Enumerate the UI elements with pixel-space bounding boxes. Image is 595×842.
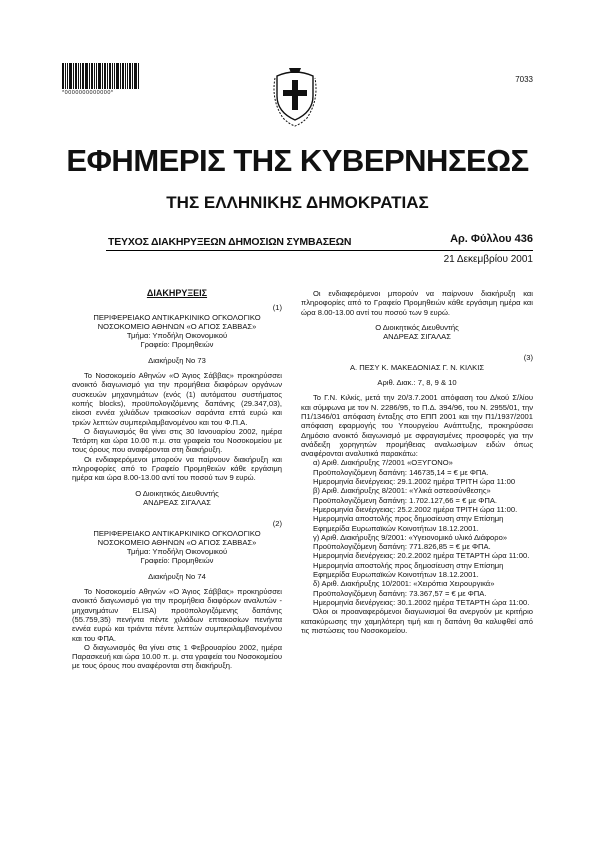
notice-paragraph: Ο διαγωνισμός θα γίνει στις 1 Φεβρουαρίου 2002, ημέρα Παρασκευή και ώρα 10.00 π. μ. στα γραφεία του Νοσοκομείου με τους όρους που αναφέρονται στη διακήρυξη.	[72, 642, 282, 671]
notice-number: (3)	[523, 353, 533, 363]
notice-number: (2)	[272, 519, 282, 529]
left-column	[72, 289, 282, 671]
barcode-text: *0000000000000*	[62, 90, 114, 96]
page-number: 7033	[515, 75, 533, 84]
notice-department: Τμήμα: Υποδήλη Οικονομικού	[126, 331, 228, 341]
gazette-subtitle: ΤΗΣ ΕΛΛΗΝΙΚΗΣ ΔΗΜΟΚΡΑΤΙΑΣ	[166, 193, 429, 212]
gazette-title: ΕΦΗΜΕΡΙΣ ΤΗΣ ΚΥΒΕΡΝΗΣΕΩΣ	[66, 143, 529, 178]
notice-paragraph: Το Νοσοκομείο Αθηνών «Ο Άγιος Σάββας» προκηρύσσει ανοικτό διαγωνισμό για την προμήθεια διαφόρων αναλυτών - μηχανημάτων ELISA) προϋπολογιζόμενης δαπάνης (55.759,35) πενήντα πέντε χιλιάδων επτακοσίων πενήντα εννέα ευρώ και τριάντα πέντε λεπτών συμπεριλαμβανομένου και του ΦΠΑ.	[72, 587, 282, 643]
notice-issuer: ΠΕΡΙΦΕΡΕΙΑΚΟ ΑΝΤΙΚΑΡΚΙΝΙΚΟ ΟΓΚΟΛΟΓΙΚΟ	[93, 312, 261, 322]
signature-title: Ο Διοικητικός Διευθυντής	[135, 488, 219, 498]
tender-item-budget: Προϋπολογιζόμενη δαπάνη: 1.702.127,66 = € με ΦΠΑ.	[313, 495, 498, 505]
barcode-bars	[62, 63, 162, 89]
notice-paragraph: Οι ενδιαφερόμενοι μπορούν να παίρνουν διακήρυξη και πληροφορίες από το Γραφείο Προμηθειών κάθε εργάσιμη ημέρα και ώρα 8.00-13.00 αντί του ποσού των 9 ευρώ.	[301, 289, 533, 317]
tender-item-title: δ) Αριθ. Διακήρυξης 10/2001: «Χειρόπια Χειρουργικά»	[313, 579, 495, 589]
notice-department: Τμήμα: Υποδήλη Οικονομικού	[126, 547, 228, 557]
notice-paragraph: Το Γ.Ν. Κιλκίς, μετά την 20/3.7.2001 απόφαση του Δ/κού Σ/λίου και σύμφωνα με τον Ν. 2286/95, το Π.Δ. 394/96, του Ν. 2955/01, την Π1/1346/01 απόφαση ένταξης στο ΕΠΠ 2001 και την Π1/1937/2001 απόφαση εφαρμογής του Υπουργείου Ανάπτυξης, προκηρύσσει Δημόσιο ανοικτό διαγωνισμό με σφραγισμένες προσφορές για την ανάδειξη χορηγητών προμήθειας αναλωσίμων ειδών όπως αναφέρονται αναλυτικά παρακάτω:	[301, 393, 533, 459]
barcode	[62, 63, 162, 97]
notice-issuer: ΝΟΣΟΚΟΜΕΙΟ ΑΘΗΝΩΝ «Ο ΑΓΙΟΣ ΣΑΒΒΑΣ»	[97, 537, 257, 547]
notice-number: (1)	[272, 303, 282, 313]
tender-item-publication: Ημερομηνία αποστολής προς δημοσίευση στην Επίσημη Εφημερίδα Ευρωπαϊκών Κοινοτήτων 18.12.2001.	[313, 560, 504, 580]
tender-item-date: Ημερομηνία διενέργειας: 29.1.2002 ημέρα ΤΡΙΤΗ ώρα 11:00	[313, 477, 516, 487]
signature-name: ΑΝΔΡΕΑΣ ΣΙΓΑΛΑΣ	[383, 332, 451, 342]
notice-paragraph: Ο διαγωνισμός θα γίνει στις 30 Ιανουαρίου 2002, ημέρα Τετάρτη και ώρα 10.00 π.μ. στα γραφεία του Νοσοκομείου με τους όρους που αναφέρονται στη διακήρυξη.	[72, 426, 282, 455]
tender-item-publication: Ημερομηνία αποστολής προς δημοσίευση στην Επίσημη Εφημερίδα Ευρωπαϊκών Κοινοτήτων 18.12.2001.	[313, 514, 504, 533]
notice-issuer: ΠΕΡΙΦΕΡΕΙΑΚΟ ΑΝΤΙΚΑΡΚΙΝΙΚΟ ΟΓΚΟΛΟΓΙΚΟ	[93, 528, 261, 538]
tender-item-title: γ) Αριθ. Διακήρυξης 9/2001: «Υγειονομικό υλικό Διάφορο»	[313, 532, 508, 542]
issue-type: ΤΕΥΧΟΣ ΔΙΑΚΗΡΥΞΕΩΝ ΔΗΜΟΣΙΩΝ ΣΥΜΒΑΣΕΩΝ	[108, 236, 352, 248]
notice-reference: Διακήρυξη Νο 73	[148, 355, 206, 365]
greek-coat-of-arms-icon	[271, 66, 319, 128]
tender-item-date: Ημερομηνία διενέργειας: 25.2.2002 ημέρα ΤΡΙΤΗ ώρα 11:00.	[313, 504, 518, 514]
tender-item-title: α) Αριθ. Διακήρυξης 7/2001 «ΟΞΥΓΟΝΟ»	[313, 458, 453, 468]
tender-item-budget: Προϋπολογιζόμενη δαπάνη: 771.826,85 = € με ΦΠΑ.	[313, 542, 491, 552]
section-heading: ΔΙΑΚΗΡΥΞΕΙΣ	[146, 288, 208, 298]
tender-item-date: Ημερομηνία διενέργειας: 20.2.2002 ημέρα ΤΕΤΑΡΤΗ ώρα 11:00.	[313, 551, 530, 561]
signature-title: Ο Διοικητικός Διευθυντής	[375, 322, 459, 332]
notice-issuer: ΝΟΣΟΚΟΜΕΙΟ ΑΘΗΝΩΝ «Ο ΑΓΙΟΣ ΣΑΒΒΑΣ»	[97, 321, 257, 331]
tender-item-budget: Προϋπολογιζόμενη δαπάνη: 73.367,57 = € με ΦΠΑ.	[313, 588, 487, 598]
notice-paragraph: Το Νοσοκομείο Αθηνών «Ο Άγιος Σάββας» προκηρύσσει ανοικτό διαγωνισμό για την προμήθεια διαφόρων οργάνων συσκευών μηχανημάτων (ενός (1) αυτόματου συστήματος κοπής blocks), προϋπολογιζόμενης δαπάνης (29.347,03), είκοσι εννέα χιλιάδων τριακοσίων σαράντα επτά ευρώ και τριών λεπτών συμπεριλαμβανομένου και του Φ.Π.Α.	[72, 371, 282, 427]
notice-office: Γραφείο: Προμηθειών	[140, 556, 214, 566]
sheet-number: Αρ. Φύλλου 436	[450, 233, 533, 245]
right-column	[301, 289, 533, 635]
notice-reference: Αριθ. Διακ.: 7, 8, 9 & 10	[377, 378, 457, 388]
signature-name: ΑΝΔΡΕΑΣ ΣΙΓΑΛΑΣ	[143, 497, 211, 507]
tender-item-budget: Προϋπολογιζόμενη δαπάνη: 146735,14 = € με ΦΠΑ.	[313, 467, 489, 477]
header-divider	[106, 250, 533, 251]
notice-paragraph: Οι ενδιαφερόμενοι μπορούν να παίρνουν διακήρυξη και πληροφορίες από το Γραφείο Προμηθειών κάθε εργάσιμη ημέρα και ώρα 8.00-13.00 αντί του ποσού των 9 ευρώ.	[72, 454, 282, 483]
notice-reference: Διακήρυξη Νο 74	[148, 571, 206, 581]
tender-item-date: Ημερομηνία διενέργειας: 30.1.2002 ημέρα ΤΕΤΑΡΤΗ ώρα 11:00.	[313, 597, 530, 607]
tender-item-title: β) Αριθ. Διακήρυξης 8/2001: «Υλικά οστεοσύνθεσης»	[313, 486, 491, 496]
notice-paragraph: Όλοι οι προαναφερόμενοι διαγωνισμοί θα ανεργούν με κριτήριο κατακύρωσης την χαμηλότερη τιμή και η δαπάνη θα καλυφθεί από τις πιστώσεις του Νοσοκομείου.	[301, 607, 533, 635]
notice-issuer: Α. ΠΕΣΥ Κ. ΜΑΚΕΔΟΝΙΑΣ Γ. Ν. ΚΙΛΚΙΣ	[349, 362, 485, 372]
issue-date: 21 Δεκεμβρίου 2001	[443, 254, 533, 265]
notice-office: Γραφείο: Προμηθειών	[140, 340, 214, 350]
